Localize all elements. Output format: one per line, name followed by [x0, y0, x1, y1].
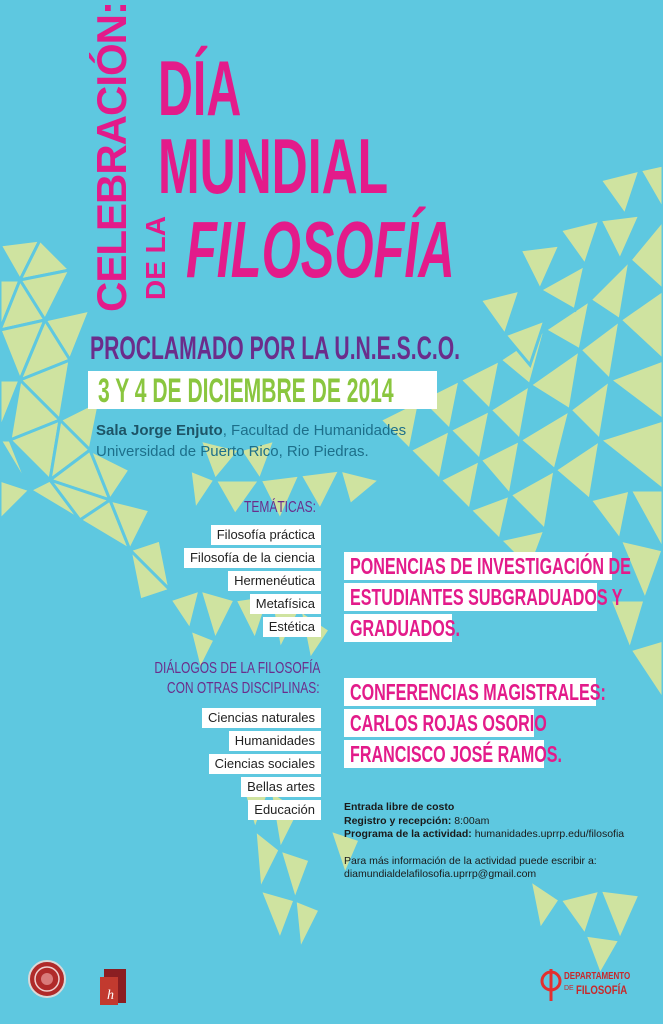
dialogos-title-line1: DIÁLOGOS DE LA FILOSOFÍA: [153, 660, 320, 677]
ponencias-line: ESTUDIANTES SUBGRADUADOS Y: [350, 584, 623, 610]
title-mundial: MUNDIAL: [158, 122, 389, 210]
dept-line2: FILOSOFÍA: [576, 983, 628, 997]
dialogos-title-line2: CON OTRAS DISCIPLINAS:: [167, 680, 320, 697]
tematica-item: Metafísica: [250, 594, 321, 614]
conferencias-line: CARLOS ROJAS OSORIO: [350, 710, 547, 736]
title-filosofia: FILOSOFÍA: [186, 205, 455, 294]
entrada-text: Entrada libre de costo: [344, 801, 455, 813]
svg-text:h: h: [107, 988, 114, 1003]
disciplina-item: Educación: [248, 800, 321, 820]
ponencias-line: GRADUADOS.: [350, 615, 461, 641]
conferencias-line: FRANCISCO JOSÉ RAMOS.: [350, 741, 563, 767]
philosophy-phi-icon: [540, 967, 562, 1003]
venue-name: Sala Jorge Enjuto: [96, 422, 223, 439]
departamento-filosofia-logo: [540, 967, 650, 1007]
disciplina-item: Humanidades: [229, 731, 321, 751]
contact-text: Para más información de la actividad puede escribir a:: [344, 854, 597, 867]
venue-block: [96, 420, 406, 462]
tematicas-title: TEMÁTICAS:: [243, 499, 316, 516]
celebration-vertical-title: CELEBRACIÓN:: [88, 2, 135, 312]
dept-de: DE: [564, 985, 574, 992]
event-info: [344, 801, 624, 882]
disciplina-item: Bellas artes: [241, 777, 321, 797]
programa-label: Programa de la actividad:: [344, 828, 472, 840]
venue-university: Universidad de Puerto Rico, Rio Piedras.: [96, 443, 369, 460]
disciplina-item: Ciencias sociales: [209, 754, 321, 774]
dept-line1: DEPARTAMENTO: [564, 971, 631, 982]
title-dia: DÍA: [158, 44, 242, 132]
ponencias-line: PONENCIAS DE INVESTIGACIÓN DE: [350, 553, 631, 579]
humanidades-logo-icon: [100, 967, 128, 1005]
event-date: 3 Y 4 DE DICIEMBRE DE 2014: [98, 372, 394, 410]
registro-label: Registro y recepción:: [344, 814, 452, 827]
contact-email[interactable]: diamundialdelafilosofia.uprrp@gmail.com: [344, 868, 537, 880]
tematica-item: Hermenéutica: [228, 571, 321, 591]
venue-faculty: , Facultad de Humanidades: [222, 422, 407, 439]
disciplina-item: Ciencias naturales: [202, 708, 321, 728]
tematica-item: Filosofía práctica: [211, 525, 321, 545]
registro-value: 8:00am: [451, 814, 490, 827]
tematica-item: Estética: [263, 617, 321, 637]
conferencias-line: CONFERENCIAS MAGISTRALES:: [350, 679, 606, 705]
programa-url[interactable]: humanidades.uprrp.edu/filosofia: [471, 828, 625, 840]
tematica-item: Filosofía de la ciencia: [184, 548, 321, 568]
proclaimed-line: PROCLAMADO POR LA U.N.E.S.C.O.: [90, 330, 461, 366]
university-seal-icon: [28, 960, 66, 998]
de-la-vertical-label: DE LA: [140, 216, 171, 300]
